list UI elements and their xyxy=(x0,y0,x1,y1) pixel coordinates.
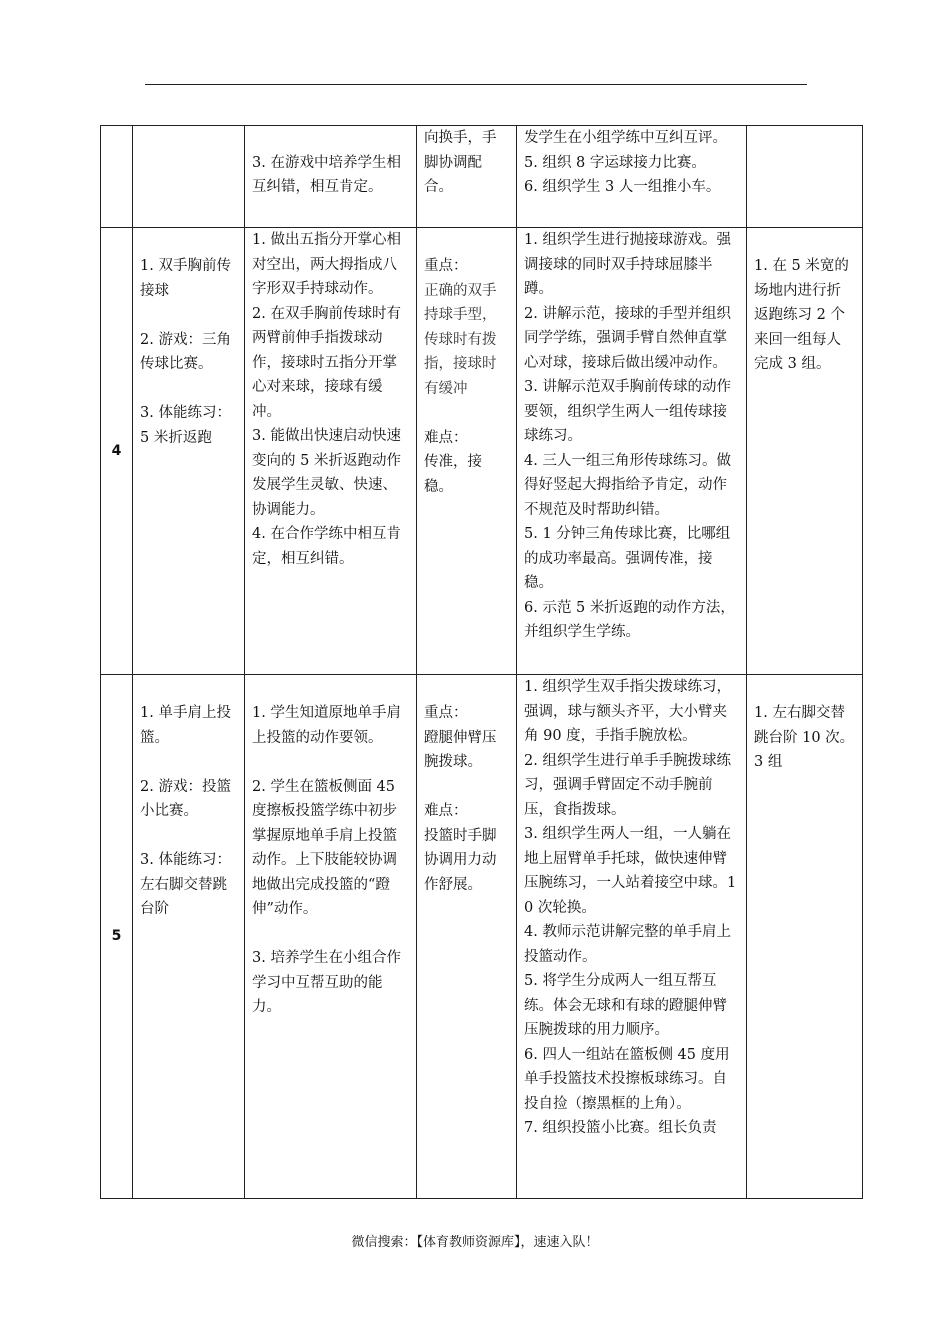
keypoints-cell xyxy=(417,126,517,228)
table-row xyxy=(101,228,863,675)
method-item: 6. 示范 5 米折返跑的动作方法，并组织学生学练。 xyxy=(524,599,735,640)
content-item: 3. 体能练习：左右脚交替跳台阶 xyxy=(140,852,231,917)
method-item: 1. 组织学生进行抛接球游戏。强调接球的同时双手持球屈膝半蹲。 xyxy=(524,232,731,297)
objective-item: 3. 培养学生在小组合作学习中互帮互助的能力。 xyxy=(252,950,401,1015)
table-row xyxy=(101,675,863,1199)
lesson-number xyxy=(101,126,133,228)
method-item: 4. 三人一组三角形传球练习。做得好竖起大拇指给予肯定，动作不规范及时帮助纠错。 xyxy=(524,452,731,518)
objective-item: 2. 在双手胸前传球时有两臂前伸手指拨球动作，接球时五指分开掌心对来球，接球有缓冲。 xyxy=(252,305,401,420)
keypoint-text: 蹬腿伸臂压腕拨球。 xyxy=(424,729,497,770)
method-item: 5. 1 分钟三角传球比赛，比哪组的成功率最高。强调传准，接稳。 xyxy=(524,526,731,591)
methods-cell xyxy=(517,228,747,675)
difficulty-heading: 难点： xyxy=(424,429,468,446)
method-item: 1. 组织学生双手指尖拨球练习，强调，球与额头齐平，大小臂夹角 90 度，手指手腕放松。 xyxy=(524,679,731,744)
lesson-number: 5 xyxy=(101,675,133,1199)
content-cell xyxy=(133,126,245,228)
keypoint-text: 向换手，手脚协调配合。 xyxy=(424,130,497,195)
content-item: 1. 单手肩上投篮。 xyxy=(140,705,231,746)
homework-cell xyxy=(747,228,863,675)
homework-cell xyxy=(747,126,863,228)
objective-item: 4. 在合作学练中相互肯定，相互纠错。 xyxy=(252,526,401,567)
keypoints-cell xyxy=(417,675,517,1199)
content-cell xyxy=(133,228,245,675)
method-item: 3. 组织学生两人一组，一人躺在地上屈臂单手托球，做快速伸臂压腕练习，一人站着接空中球。10 次轮换。 xyxy=(524,826,737,916)
method-item: 7. 组织投篮小比赛。组长负责 xyxy=(524,1120,717,1136)
method-item: 4. 教师示范讲解完整的单手肩上投篮动作。 xyxy=(524,924,731,965)
lesson-plan-table xyxy=(100,125,863,1199)
difficulty-heading: 难点： xyxy=(424,803,468,819)
header-rule xyxy=(145,84,807,85)
content-item: 2. 游戏：三角传球比赛。 xyxy=(140,331,231,372)
objectives-cell xyxy=(245,675,417,1199)
homework-item: 1. 左右脚交替跳台阶 10 次。3 组 xyxy=(754,705,855,770)
keypoints-cell xyxy=(417,228,517,675)
difficulty-text: 投篮时手脚协调用力动作舒展。 xyxy=(424,827,497,893)
keypoint-heading: 重点： xyxy=(424,705,468,721)
objective-item: 2. 学生在篮板侧面 45 度擦板投篮学练中初步掌握原地单手肩上投篮动作。上下肢能较协调地做出完成投篮的“蹬伸”动作。 xyxy=(252,778,400,917)
objective-item: 1. 学生知道原地单手肩上投篮的动作要领。 xyxy=(252,705,401,746)
method-item: 3. 讲解示范双手胸前传球的动作要领，组织学生两人一组传球接球练习。 xyxy=(524,379,731,444)
table-row xyxy=(101,126,863,228)
homework-item: 1. 在 5 米宽的场地内进行折返跑练习 2 个来回一组每人完成 3 组。 xyxy=(754,258,849,372)
objectives-cell xyxy=(245,228,417,675)
lesson-number: 4 xyxy=(101,228,133,675)
objective-item: 3. 能做出快速启动快速变向的 5 米折返跑动作发展学生灵敏、快速、协调能力。 xyxy=(252,428,401,518)
method-item: 发学生在小组学练中互纠互评。 xyxy=(524,130,727,146)
content-item: 1. 双手胸前传接球 xyxy=(140,258,231,299)
keypoint-heading: 重点： xyxy=(424,258,468,274)
method-item: 5. 将学生分成两人一组互帮互练。体会无球和有球的蹬腿伸臂压腕拨球的用力顺序。 xyxy=(524,973,727,1038)
content-item: 3. 体能练习：5 米折返跑 xyxy=(140,405,231,446)
difficulty-text: 传准，接稳。 xyxy=(424,454,482,495)
content-cell xyxy=(133,675,245,1199)
method-item: 2. 讲解示范，接球的手型并组织同学学练，强调手臂自然伸直掌心对球，接球后做出缓冲动作。 xyxy=(524,305,731,371)
method-item: 6. 四人一组站在篮板侧 45 度用单手投篮技术投擦板球练习。自投自捡（擦黑框的上角）。 xyxy=(524,1046,730,1112)
footer-text: 微信搜索：【体育教师资源库】，速速入队！ xyxy=(351,1235,599,1250)
method-item: 6. 组织学生 3 人一组推小车。 xyxy=(524,179,721,195)
homework-cell xyxy=(747,675,863,1199)
methods-cell xyxy=(517,675,747,1199)
method-item: 5. 组织 8 字运球接力比赛。 xyxy=(524,154,706,171)
objectives-cell xyxy=(245,126,417,228)
keypoint-text: 正确的双手持球手型，传球时有拨指，接球时有缓冲 xyxy=(424,282,497,397)
objective-item: 1. 做出五指分开掌心相对空出，两大拇指成八字形双手持球动作。 xyxy=(252,232,401,297)
method-item: 2. 组织学生进行单手手腕拨球练习，强调手臂固定不动手腕前压，食指拨球。 xyxy=(524,752,731,818)
content-item: 2. 游戏：投篮小比赛。 xyxy=(140,778,231,819)
objective-item: 3. 在游戏中培养学生相互纠错，相互肯定。 xyxy=(252,154,401,195)
methods-cell xyxy=(517,126,747,228)
